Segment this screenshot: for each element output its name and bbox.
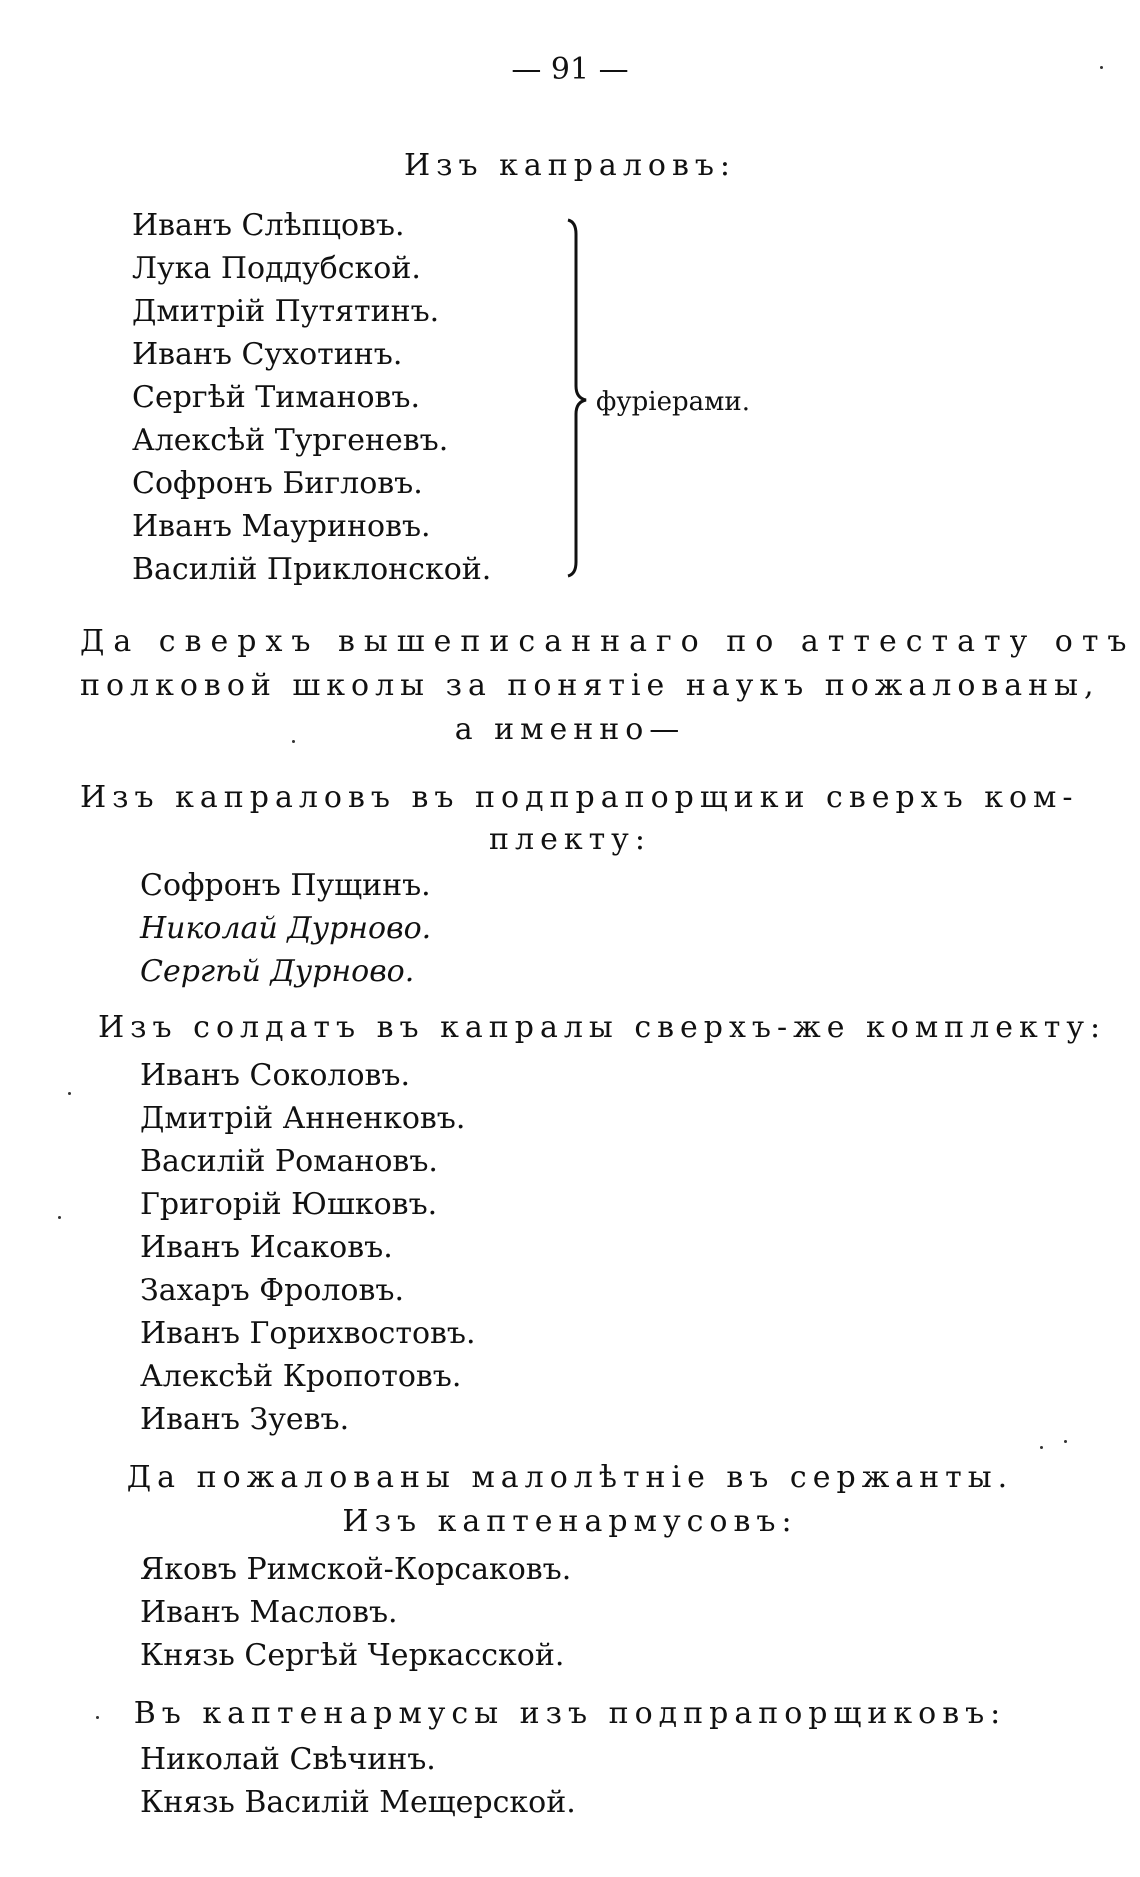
list-item: Софронъ Бигловъ. [132,466,423,501]
list-item: Лука Поддубской. [132,251,421,286]
brace-label: фуріерами. [596,387,750,417]
section4-heading: Да пожалованы малолѣтніе въ сержанты. [126,1460,1014,1495]
list-item: Алексѣй Тургеневъ. [132,423,449,458]
section2-heading: Изъ капраловъ въ подпрапорщики сверхъ ком- [80,780,1079,815]
list-item: Иванъ Сухотинъ. [132,337,403,372]
list-item: Василій Романовъ. [140,1144,438,1179]
scan-speck [96,1716,99,1719]
list-item: Иванъ Мауриновъ. [132,509,431,544]
scan-speck [1040,1446,1043,1449]
paragraph-line: а именно— [454,712,686,747]
list-item: Дмитрій Путятинъ. [132,294,440,329]
list-item: Князь Сергѣй Черкасской. [140,1638,565,1673]
list-item: Иванъ Зуевъ. [140,1402,350,1437]
list-item: Николай Свѣчинъ. [140,1742,436,1777]
list-item: Иванъ Горихвостовъ. [140,1316,476,1351]
section4-subheading: Изъ каптенармусовъ: [342,1504,798,1539]
paragraph-line: полковой школы за понятіе наукъ пожалованы, [80,668,1100,703]
section2-heading-cont: плекту: [489,822,651,857]
list-item: Иванъ Масловъ. [140,1595,398,1630]
section1-heading: Изъ капраловъ: [403,148,737,183]
list-item: Сергѣй Дурново. [140,954,415,989]
list-item: Николай Дурново. [140,911,432,946]
scan-speck [1100,66,1103,69]
list-item: Иванъ Слѣпцовъ. [132,208,405,243]
paragraph-line: Да сверхъ вышеписаннаго по аттестату отъ [80,624,1136,659]
scan-speck [58,1216,61,1219]
list-item: Иванъ Соколовъ. [140,1058,411,1093]
scan-speck [1064,1440,1067,1443]
list-item: Захаръ Фроловъ. [140,1273,405,1308]
list-item: Яковъ Римской-Корсаковъ. [140,1552,572,1587]
section5-heading: Въ каптенармусы изъ подпрапорщиковъ: [133,1696,1007,1731]
list-item: Сергѣй Тимановъ. [132,380,421,415]
scan-speck [292,740,295,743]
list-item: Иванъ Исаковъ. [140,1230,393,1265]
list-item: Василій Приклонской. [132,552,492,587]
scan-speck [68,1092,71,1095]
list-item: Алексѣй Кропотовъ. [140,1359,462,1394]
list-item: Дмитрій Анненковъ. [140,1101,466,1136]
list-item: Григорій Юшковъ. [140,1187,438,1222]
list-item: Князь Василій Мещерской. [140,1785,576,1820]
page-number: — 91 — [511,52,629,87]
list-item: Софронъ Пущинъ. [140,868,431,903]
brace [560,218,600,578]
section3-heading: Изъ солдатъ въ капралы сверхъ-же комплекту: [98,1010,1107,1045]
